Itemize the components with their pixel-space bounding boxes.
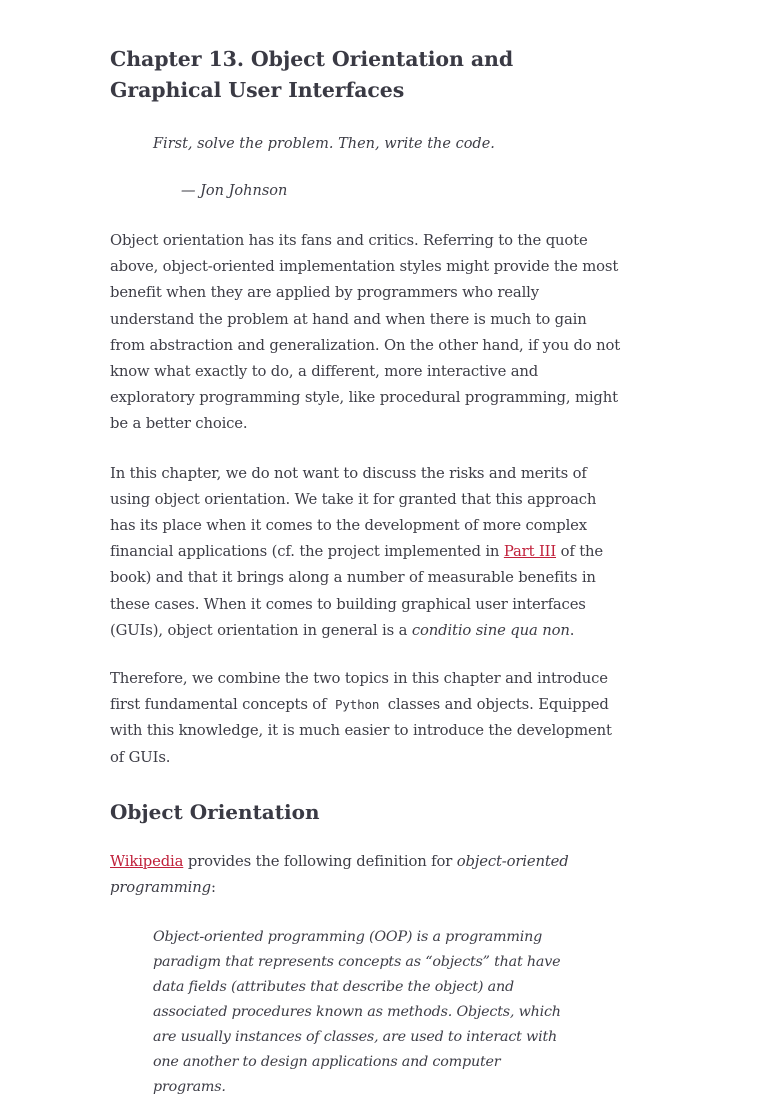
emphasis-text: object-oriented programming (110, 852, 569, 897)
chapter-title: Chapter 13. Object Orientation and Graphical User Interfaces (110, 47, 514, 102)
paragraph-text: classes and objects. Equipped with this knowledge, it is much easier to introduce the development of GUIs. (110, 696, 612, 766)
epigraph-attribution: — Jon Johnson (181, 183, 288, 199)
intro-paragraph-3 (110, 666, 622, 771)
paragraph-text: Therefore, we combine the two topics in this chapter and introduce first fundamental concepts of (110, 670, 608, 714)
part-iii-link[interactable]: Part III (503, 543, 557, 561)
wikipedia-link[interactable]: Wikipedia (110, 852, 184, 870)
inline-code: Python (334, 697, 380, 713)
section-paragraph (110, 849, 622, 901)
paragraph-text: provides the following definition for (183, 852, 457, 870)
paragraph-text: of the book) and that it brings along a number of measurable benefits in these cases. When it comes to building graphical user interfaces (GUIs), object orientation in general is a (110, 543, 604, 639)
emphasis-text: conditio sine qua non (411, 621, 570, 639)
paragraph-text: In this chapter, we do not want to discuss the risks and merits of using object orientation. We take it for granted that this approach has its place when it comes to the development of more complex financial applications (cf. the project implemented in (110, 464, 597, 561)
paragraph-text: . (569, 621, 575, 639)
section-title: Object Orientation (110, 799, 320, 824)
intro-paragraph-2 (110, 461, 622, 644)
paragraph-text: : (210, 879, 216, 897)
epigraph-quote: First, solve the problem. Then, write the code. (153, 136, 495, 152)
document-page (110, 44, 622, 1100)
intro-paragraph-1: Object orientation has its fans and critics. Referring to the quote above, object-oriented implementation styles might provide the most benefit when they are applied by programmers who really understand the problem at hand and when there is much to gain from abstraction and generalization. On the other hand, if you do not know what exactly to do, a different, more interactive and exploratory programming style, like procedural programming, might be a better choice. (110, 232, 621, 433)
definition-blockquote: Object-oriented programming (OOP) is a programming paradigm that represents concepts as “objects” that have data fields (attributes that describe the object) and associated procedures known as methods. Objects, which are usually instances of classes, are used to interact with one another to design applications and computer programs. (153, 929, 561, 1096)
